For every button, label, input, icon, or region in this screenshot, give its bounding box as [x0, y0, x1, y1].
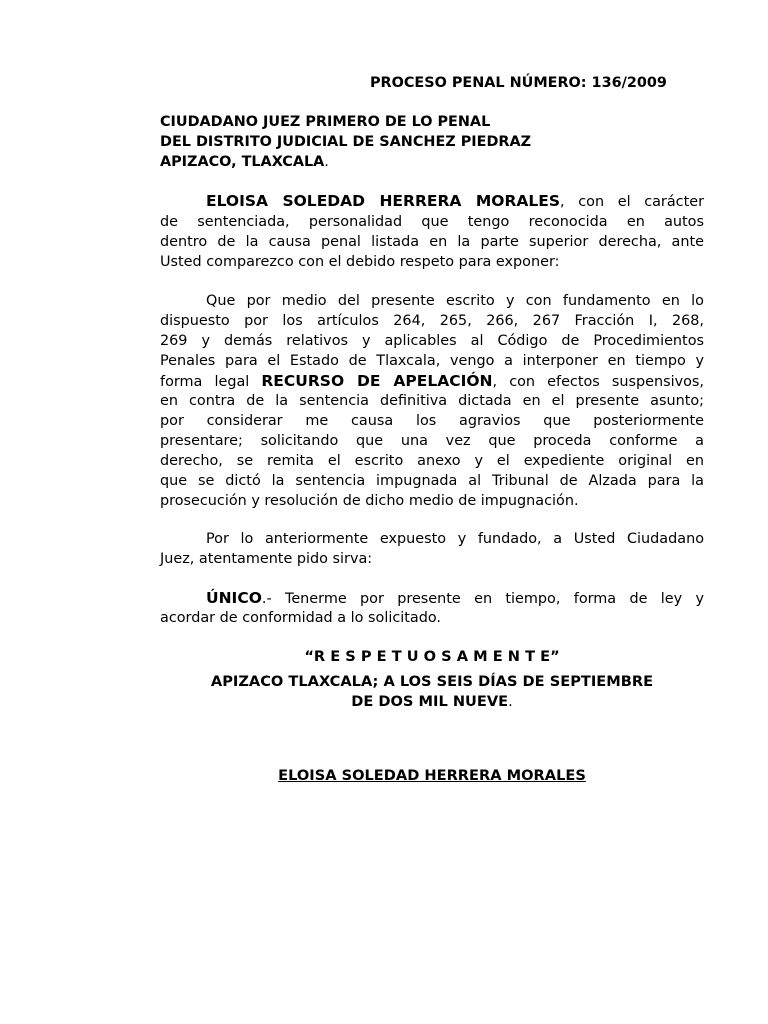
p1-line-2: de sentenciada, personalidad que tengo reconocida en autos — [160, 214, 704, 230]
p2-line-1 — [160, 291, 704, 311]
p2-line-10: que se dictó la sentencia impugnada al Tribunal de Alzada para la — [160, 473, 704, 489]
p3-line-2: Juez, atentamente pido sirva: — [160, 551, 373, 567]
p2-line-8: presentare; solicitando que una vez que proceda conforme a — [160, 433, 704, 449]
salutation: “R E S P E T U O S A M E N T E” — [304, 648, 560, 665]
p1-line-3: dentro de la causa penal listada en la parte superior derecha, ante — [160, 234, 704, 250]
p4-line-2: acordar de conformidad a lo solicitado. — [160, 610, 441, 626]
p2-line-5 — [160, 371, 704, 392]
p3-line-1 — [160, 529, 704, 549]
addressee-line-2: DEL DISTRITO JUDICIAL DE SANCHEZ PIEDRAZ — [160, 134, 532, 150]
appeal-title: RECURSO DE APELACIÓN — [261, 372, 493, 390]
addressee-line-1: CIUDADANO JUEZ PRIMERO DE LO PENAL — [160, 114, 491, 130]
place-date-text: DE DOS MIL NUEVE — [351, 693, 509, 710]
p2-line-3: 269 y demás relativos y aplicables al Código de Procedimientos — [160, 333, 704, 349]
p2-line-6: en contra de la sentencia definitiva dictada en el presente asunto; — [160, 393, 704, 409]
p2-line-2: dispuesto por los artículos 264, 265, 266, 267 Fracción I, 268, — [160, 313, 704, 329]
p2-line-9: derecho, se remita el escrito anexo y el expediente original en — [160, 453, 704, 469]
place-date-period: . — [508, 693, 513, 710]
p2-line-7: por considerar me causa los agravios que posteriormente — [160, 413, 704, 429]
p3-line-1-text: Por lo anteriormente expuesto y fundado, a Usted Ciudadano — [206, 531, 704, 547]
p2-line-4: Penales para el Estado de Tlaxcala, vengo a interponer en tiempo y — [160, 353, 704, 369]
p2-line-5-post: , con efectos suspensivos, — [492, 374, 704, 390]
addressee-city: APIZACO, TLAXCALA — [160, 154, 325, 170]
process-number: PROCESO PENAL NÚMERO: 136/2009 — [370, 75, 667, 91]
place-date-line-1: APIZACO TLAXCALA; A LOS SEIS DÍAS DE SEPTIEMBRE — [210, 673, 654, 690]
addressee-line-3 — [160, 153, 329, 172]
place-date-line-2 — [160, 692, 704, 712]
p1-line-1 — [160, 191, 704, 212]
unico-label: ÚNICO — [206, 589, 262, 607]
signature-name: ELOISA SOLEDAD HERRERA MORALES — [278, 767, 586, 784]
p1-line-1-rest: , con el carácter — [560, 194, 704, 210]
p2-line-1-text: Que por medio del presente escrito y con fundamento en lo — [206, 293, 704, 309]
p4-line-1 — [160, 588, 704, 609]
p4-line-1-rest: .- Tenerme por presente en tiempo, forma de ley y — [261, 591, 704, 607]
sentenced-name: ELOISA SOLEDAD HERRERA MORALES — [206, 192, 561, 210]
p1-line-4: Usted comparezco con el debido respeto para exponer: — [160, 254, 560, 270]
addressee-period: . — [324, 154, 329, 170]
p2-line-11: prosecución y resolución de dicho medio de impugnación. — [160, 493, 579, 509]
p2-line-5-pre: forma legal — [160, 374, 262, 390]
